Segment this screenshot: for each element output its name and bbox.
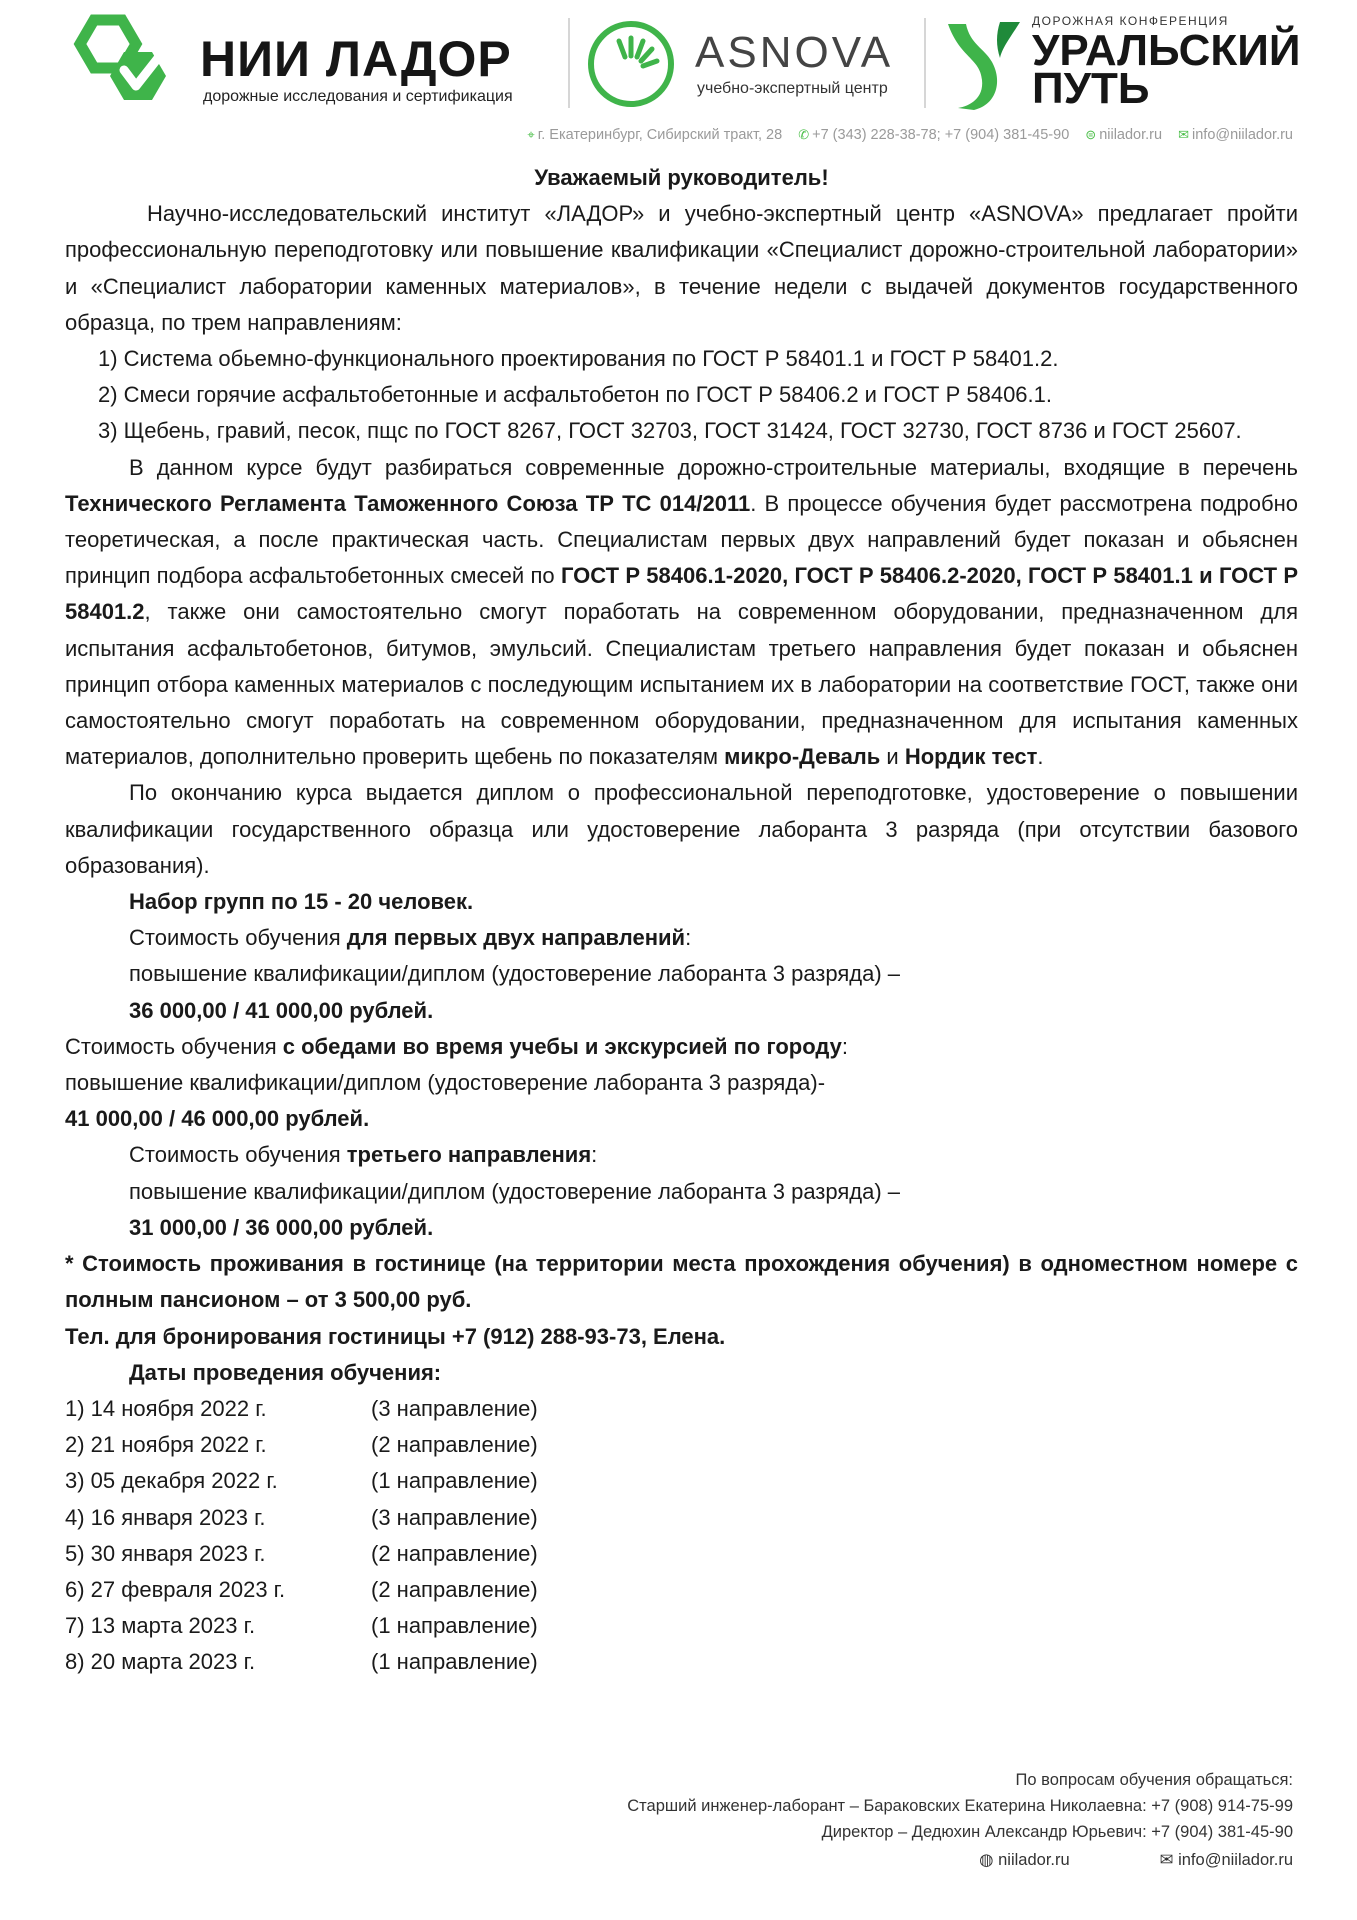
- dates-title: Даты проведения обучения:: [129, 1359, 442, 1385]
- schedule-direction: (3 направление): [371, 1504, 538, 1530]
- direction-item-3: 3) Щебень, гравий, песок, пщс по ГОСТ 8267, ГОСТ 32703, ГОСТ 31424, ГОСТ 32730, ГОСТ 8736 и ГОСТ 25607.: [98, 418, 1242, 444]
- cost-line-1: повышение квалификации/диплом (удостоверение лаборанта 3 разряда) –: [129, 961, 901, 987]
- phone-icon: ✆: [798, 127, 810, 142]
- cost-price-3: 31 000,00 / 36 000,00 рублей.: [129, 1214, 434, 1240]
- lador-hexagon-icon: [64, 12, 182, 108]
- schedule-direction: (1 направление): [371, 1649, 538, 1675]
- footer-website[interactable]: ◍ niilador.ru: [979, 1851, 1070, 1869]
- ural-name: УРАЛЬСКИЙ ПУТЬ: [1032, 26, 1301, 113]
- lador-logo: [64, 12, 554, 112]
- schedule-date: 3) 05 декабря 2022 г.: [65, 1468, 278, 1494]
- mail-icon: ✉: [1159, 1851, 1179, 1869]
- schedule-row: [65, 1427, 1298, 1463]
- schedule-date: 6) 27 февраля 2023 г.: [65, 1576, 286, 1602]
- cost-line-2: повышение квалификации/диплом (удостоверение лаборанта 3 разряда)-: [65, 1070, 826, 1096]
- schedule-direction: (1 направление): [371, 1468, 538, 1494]
- schedule-direction: (2 направление): [371, 1540, 538, 1566]
- website[interactable]: ⊜ niilador.ru: [1085, 127, 1163, 143]
- asnova-name: ASNOVA: [695, 28, 894, 77]
- footer-heading: По вопросам обучения обращаться:: [1015, 1771, 1293, 1789]
- schedule-direction: (2 направление): [371, 1576, 538, 1602]
- cost-line-3: повышение квалификации/диплом (удостоверение лаборанта 3 разряда) –: [129, 1178, 901, 1204]
- schedule-row: [65, 1608, 1298, 1644]
- schedule-direction: (1 направление): [371, 1613, 538, 1639]
- schedule-direction: (2 направление): [371, 1432, 538, 1458]
- footer-contacts: [627, 1767, 1293, 1873]
- cost-heading-3: Стоимость обучения третьего направления:: [129, 1142, 598, 1168]
- footer-contact-2: Директор – Дедюхин Александр Юрьевич: +7 (904) 381-45-90: [821, 1823, 1293, 1841]
- schedule-date: 5) 30 января 2023 г.: [65, 1540, 266, 1566]
- globe-icon: ◍: [979, 1851, 999, 1869]
- schedule-date: 7) 13 марта 2023 г.: [65, 1613, 256, 1639]
- schedule-date: 2) 21 ноября 2022 г.: [65, 1432, 267, 1458]
- intro-paragraph: Научно-исследовательский институт «ЛАДОР» и учебно-экспертный центр «ASNOVA» предлагает пройти профессиональную переподготовку или повышение квалификации «Специалист дорожно-строительной лаборатории» и «Специалист лаборатории каменных материалов», в течение недели с выдачей документов государственного образца, по трем направлениям:: [65, 201, 1298, 335]
- schedule-row: [65, 1463, 1298, 1499]
- phones: ✆ +7 (343) 228-38-78; +7 (904) 381-45-90: [798, 127, 1070, 143]
- letter-body: [65, 160, 1298, 1681]
- direction-item-1: 1) Система обьемно-функционального проектирования по ГОСТ Р 58401.1 и ГОСТ Р 58401.2.: [98, 346, 1059, 372]
- schedule-date: 4) 16 января 2023 г.: [65, 1504, 266, 1530]
- cost-price-2: 41 000,00 / 46 000,00 рублей.: [65, 1106, 370, 1132]
- course-description: В данном курсе будут разбираться современные дорожно-строительные материалы, входящие в перечень Технического Регламента Таможенного Союза ТР ТС 014/2011. В процессе обучения будет рассмотрена подробно теоретическая, а после практическая часть. Специалистам первых двух направлений будет показан и обьяснен принцип подбора асфальтобетонных смесей по ГОСТ Р 58406.1-2020, ГОСТ Р 58406.2-2020, ГОСТ Р 58401.1 и ГОСТ Р 58401.2, также они самостоятельно смогут поработать на современном оборудовании, предназначенном для испытания асфальтобетонов, битумов, эмульсий. Специалистам третьего направления будет показан и обьяснен принцип отбора каменных материалов с последующим испытанием их в лаборатории на соответствие ГОСТ, также они самостоятельно смогут поработать на современном оборудовании, предназначенном для испытания каменных материалов, дополнительно проверить щебень по показателям микро-Деваль и Нордик тест.: [65, 454, 1299, 770]
- asnova-logo: [585, 18, 915, 112]
- schedule-date: 8) 20 марта 2023 г.: [65, 1649, 256, 1675]
- footer-email[interactable]: ✉ info@niilador.ru: [1159, 1851, 1293, 1869]
- cost-heading-2: Стоимость обучения с обедами во время учебы и экскурсией по городу:: [65, 1033, 848, 1059]
- hotel-phone: Тел. для бронирования гостиницы +7 (912) 288-93-73, Елена.: [65, 1323, 726, 1349]
- schedule-row: [65, 1536, 1298, 1572]
- email[interactable]: ✉ info@niilador.ru: [1178, 127, 1293, 143]
- lador-name: НИИ ЛАДОР: [200, 31, 512, 87]
- letter-title: Уважаемый руководитель!: [534, 165, 829, 190]
- ural-way-logo: [940, 14, 1300, 114]
- direction-item-2: 2) Смеси горячие асфальтобетонные и асфальтобетон по ГОСТ Р 58406.2 и ГОСТ Р 58406.1.: [98, 382, 1053, 408]
- asnova-circle-icon: [585, 18, 677, 110]
- location-pin-icon: ⌖: [527, 127, 535, 142]
- divider: [924, 18, 926, 108]
- schedule-row: [65, 1644, 1298, 1680]
- schedule-date: 1) 14 ноября 2022 г.: [65, 1395, 267, 1421]
- globe-icon: ⊜: [1085, 127, 1097, 142]
- schedule-row: [65, 1391, 1298, 1427]
- contact-bar: [515, 127, 1293, 143]
- hotel-note: * Стоимость проживания в гостинице (на территории места прохождения обучения) в одноместном номере с полным пансионом – от 3 500,00 руб.: [65, 1251, 1298, 1313]
- schedule-list: [65, 1391, 1298, 1681]
- divider: [568, 18, 570, 108]
- ural-conference-label: ДОРОЖНАЯ КОНФЕРЕНЦИЯ: [1032, 14, 1229, 28]
- mail-icon: ✉: [1178, 127, 1190, 142]
- diploma-paragraph: По окончанию курса выдается диплом о профессиональной переподготовке, удостоверение о повышении квалификации государственного образца или удостоверение лаборанта 3 разряда (при отсутствии базового образования).: [65, 780, 1298, 878]
- lador-tagline: дорожные исследования и сертификация: [203, 88, 513, 105]
- letterhead: [0, 0, 1357, 143]
- schedule-direction: (3 направление): [371, 1395, 538, 1421]
- address: ⌖ г. Екатеринбург, Сибирский тракт, 28: [527, 127, 783, 143]
- schedule-row: [65, 1500, 1298, 1536]
- cost-price-1: 36 000,00 / 41 000,00 рублей.: [129, 997, 434, 1023]
- asnova-tagline: учебно-экспертный центр: [697, 80, 888, 97]
- cost-heading-1: Стоимость обучения для первых двух направлений:: [129, 925, 692, 951]
- footer-contact-1: Старший инженер-лаборант – Бараковских Екатерина Николаевна: +7 (908) 914-75-99: [627, 1797, 1293, 1815]
- ural-road-icon: [940, 18, 1028, 112]
- footer-links: [627, 1847, 1293, 1873]
- group-size: Набор групп по 15 - 20 человек.: [129, 889, 474, 915]
- schedule-row: [65, 1572, 1298, 1608]
